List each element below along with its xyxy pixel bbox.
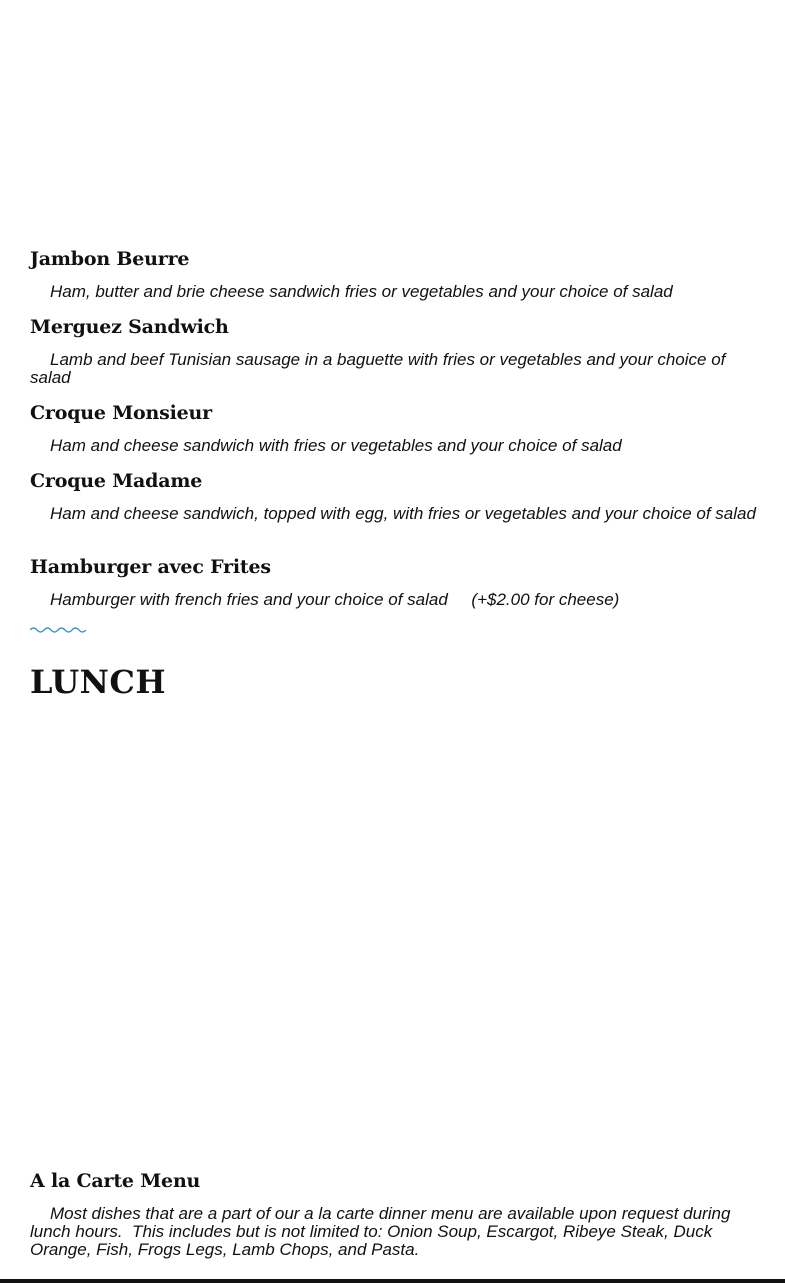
- bottom-border-line: [0, 1279, 785, 1283]
- menu-item-title: Merguez Sandwich: [30, 316, 229, 338]
- menu-item-description: Hamburger with french fries and your choice of salad (+$2.00 for cheese): [50, 590, 620, 609]
- menu-item-description: Ham, butter and brie cheese sandwich fries or vegetables and your choice of salad: [50, 282, 673, 301]
- menu-item-title: Croque Madame: [30, 470, 203, 492]
- menu-item-croque-monsieur: [30, 401, 758, 455]
- wave-divider-icon: [30, 624, 88, 636]
- menu-item-description: Lamb and beef Tunisian sausage in a baguette with fries or vegetables and your choice of salad: [30, 350, 731, 387]
- a-la-carte-description: Most dishes that are a part of our a la carte dinner menu are available upon request during lunch hours. This includes but is not limited to: Onion Soup, Escargot, Ribeye Steak, Duck Orange, Fish, Frogs Legs, Lamb Chops, and Pasta.: [30, 1204, 736, 1259]
- menu-item-description: Ham and cheese sandwich with fries or vegetables and your choice of salad: [50, 436, 622, 455]
- menu-item-description: Ham and cheese sandwich, topped with egg, with fries or vegetables and your choice of salad: [50, 504, 756, 523]
- menu-item-title: Jambon Beurre: [30, 248, 190, 270]
- menu-item-title: Hamburger avec Frites: [30, 556, 271, 578]
- menu-item-hamburger-avec-frites: [30, 555, 758, 609]
- section-title-lunch: LUNCH: [30, 663, 167, 701]
- menu-item-title: Croque Monsieur: [30, 402, 212, 424]
- menu-item-croque-madame: [30, 469, 758, 523]
- a-la-carte-title: A la Carte Menu: [30, 1170, 201, 1192]
- menu-item-merguez-sandwich: [30, 315, 758, 387]
- menu-item-jambon-beurre: [30, 247, 758, 301]
- a-la-carte-section: [30, 1169, 758, 1259]
